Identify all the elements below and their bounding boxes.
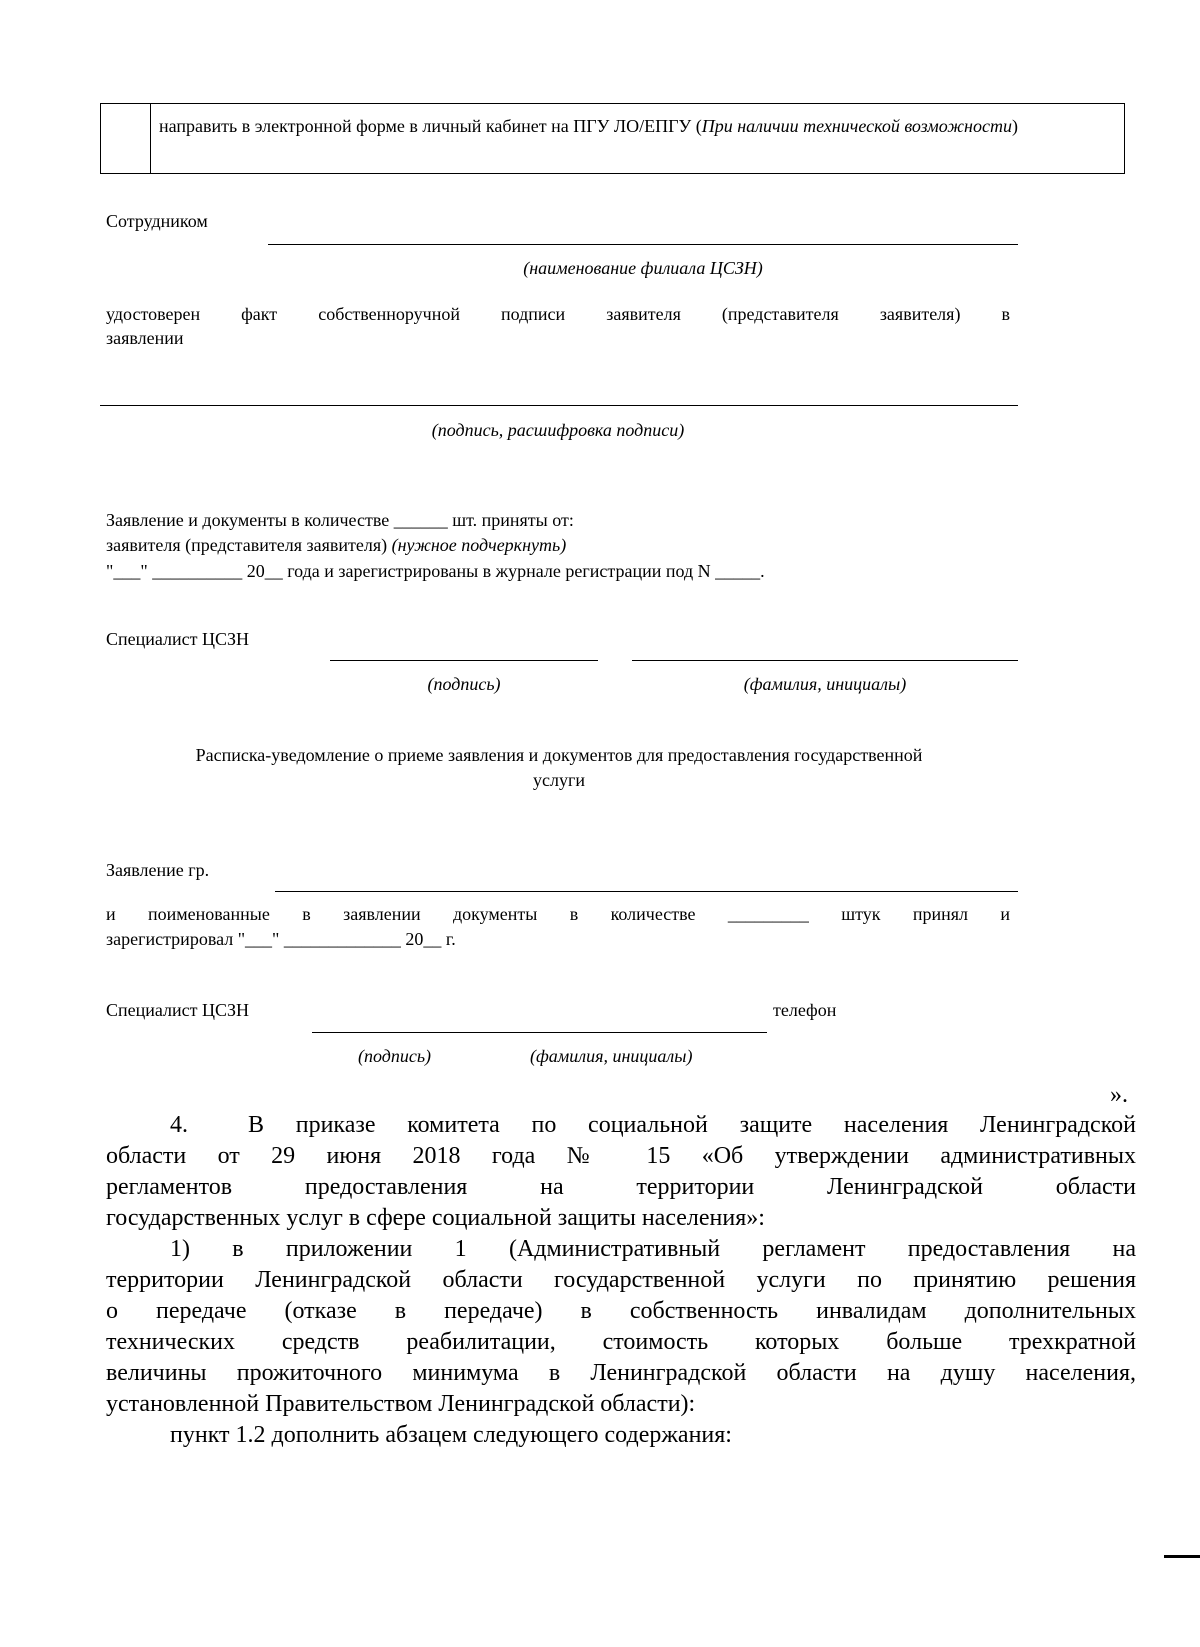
sub1-line6: установленной Правительством Ленинградской области): xyxy=(106,1391,696,1417)
delivery-option-italic: При наличии технической возможности xyxy=(701,116,1012,136)
signature-caption: (подпись, расшифровка подписи) xyxy=(431,420,685,440)
receipt-applicant-label: Заявление гр. xyxy=(106,860,210,880)
receipt-phone-label: телефон xyxy=(773,1000,837,1020)
receipt-title-line1: Расписка-уведомление о приеме заявления и документов для предоставления государственной xyxy=(195,745,923,765)
acceptance-line1: Заявление и документы в количестве ______ шт. приняты от: xyxy=(106,510,574,530)
page-edge-mark xyxy=(1164,1555,1200,1558)
receipt-applicant-line xyxy=(275,891,1018,892)
delivery-option-plain: направить в электронной форме в личный кабинет на ПГУ ЛО/ЕПГУ ( xyxy=(159,116,702,136)
item4-line3: регламентов предоставления на территории Ленинградской области xyxy=(106,1174,1136,1200)
item4-line4: государственных услуг в сфере социальной защиты населения»: xyxy=(106,1205,765,1231)
item4-line2: области от 29 июня 2018 года № 15 «Об утверждении административных xyxy=(106,1143,1136,1169)
receipt-specialist-line xyxy=(312,1032,767,1033)
specialist-name-caption: (фамилия, инициалы) xyxy=(743,674,907,694)
delivery-option-end: ) xyxy=(1011,116,1018,136)
item4-number: 4. xyxy=(170,1112,188,1138)
specialist-name-line xyxy=(632,660,1018,661)
sub1-line5: величины прожиточного минимума в Ленинградской области на душу населения, xyxy=(106,1360,1136,1386)
signature-line xyxy=(100,405,1018,406)
delivery-option-box xyxy=(100,103,1125,174)
sub1-line3: о передаче (отказе в передаче) в собственность инвалидам дополнительных xyxy=(106,1298,1136,1324)
acceptance-line3: "___" __________ 20__ года и зарегистрированы в журнале регистрации под N _____. xyxy=(106,561,765,581)
clause-line: пункт 1.2 дополнить абзацем следующего содержания: xyxy=(170,1422,732,1448)
acceptance-line2-plain: заявителя (представителя заявителя) xyxy=(106,535,392,555)
receipt-name-caption: (фамилия, инициалы) xyxy=(530,1046,693,1066)
specialist-label: Специалист ЦСЗН xyxy=(106,629,250,649)
acceptance-line2-italic: (нужное подчеркнуть) xyxy=(391,535,567,555)
receipt-docs-line1: и поименованные в заявлении документы в количестве _________ штук принял и xyxy=(106,904,1010,924)
signature-statement-line1: удостоверен факт собственноручной подписи заявителя (представителя заявителя) в xyxy=(106,304,1010,324)
closing-quote: ». xyxy=(1110,1082,1128,1108)
delivery-checkbox-cell xyxy=(101,104,151,173)
item4-line1: В приказе комитета по социальной защите населения Ленинградской xyxy=(248,1112,1136,1138)
staff-label: Сотрудником xyxy=(106,211,208,231)
specialist-signature-line xyxy=(330,660,598,661)
sub1-line4: технических средств реабилитации, стоимость которых больше трехкратной xyxy=(106,1329,1136,1355)
sub1-line2: территории Ленинградской области государственной услуги по принятию решения xyxy=(106,1267,1136,1293)
receipt-docs-line2: зарегистрировал "___" _____________ 20__ г. xyxy=(106,929,456,949)
specialist-signature-caption: (подпись) xyxy=(427,674,501,694)
acceptance-line2 xyxy=(106,533,566,557)
sub1-line1: 1) в приложении 1 (Административный регламент предоставления на xyxy=(170,1236,1136,1262)
delivery-option-text xyxy=(159,114,1109,138)
receipt-specialist-label: Специалист ЦСЗН xyxy=(106,1000,250,1020)
receipt-title-line2: услуги xyxy=(533,770,585,790)
signature-statement-line2: заявлении xyxy=(106,328,184,348)
branch-name-caption: (наименование филиала ЦСЗН) xyxy=(523,258,763,278)
branch-name-line xyxy=(268,244,1018,245)
receipt-signature-caption: (подпись) xyxy=(358,1046,432,1066)
